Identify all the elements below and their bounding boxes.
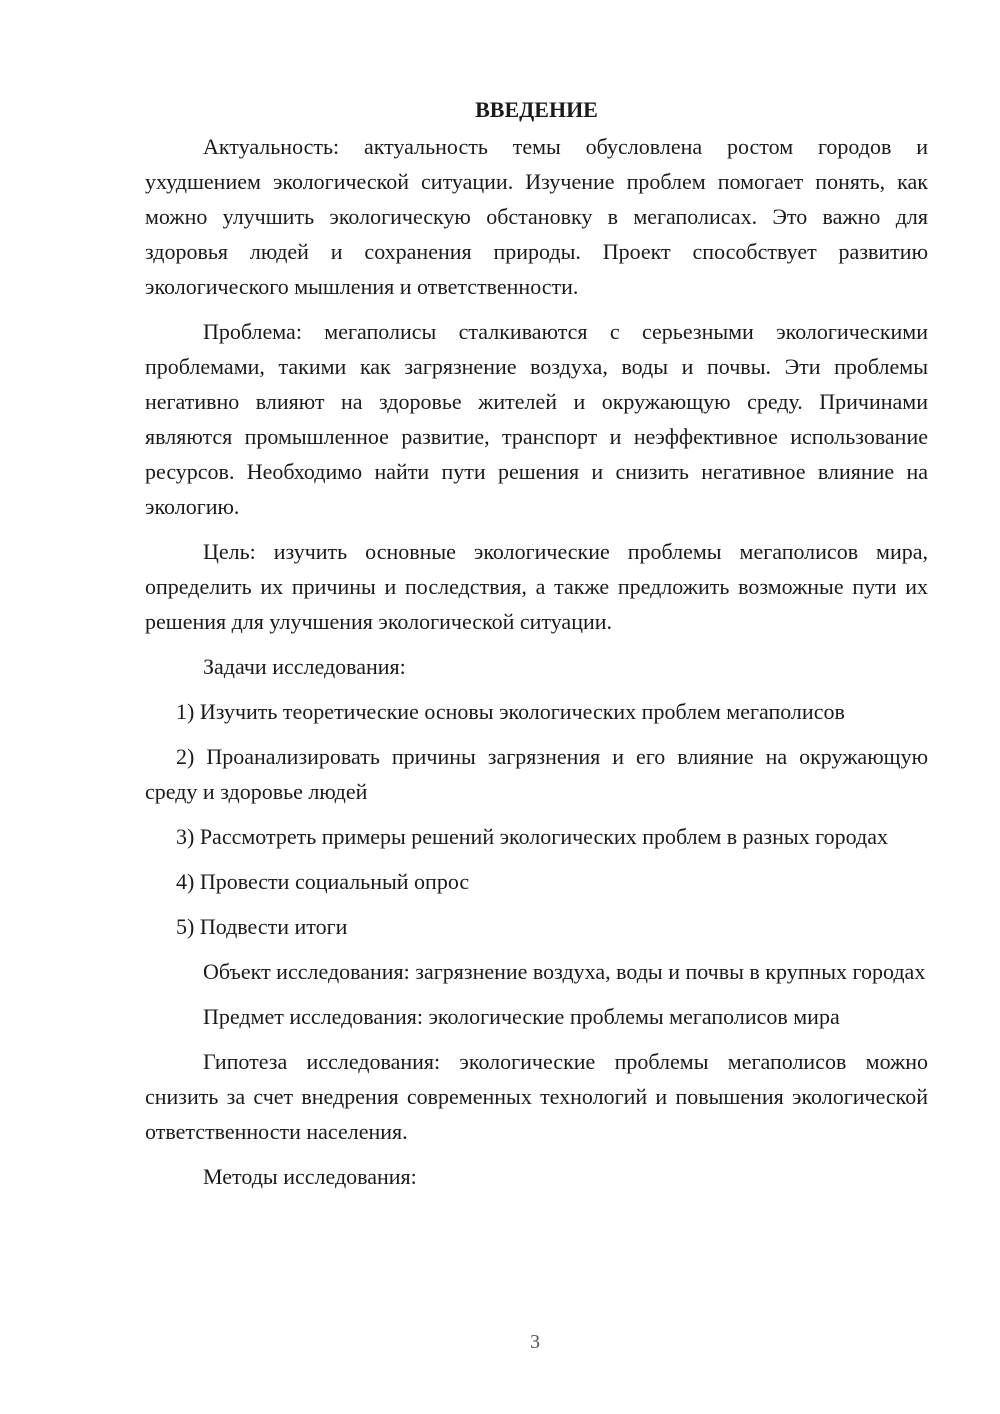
paragraph-methods: Методы исследования:: [203, 1164, 417, 1189]
task-item-3: 3) Рассмотреть примеры решений экологических проблем в разных городах: [176, 824, 888, 849]
task-item-5: 5) Подвести итоги: [176, 914, 348, 939]
task-item-4: 4) Провести социальный опрос: [176, 869, 470, 894]
page-number: 3: [530, 1331, 540, 1353]
paragraph-problem: Проблема: мегаполисы сталкиваются с серьезными экологическими проблемами, такими как загрязнение воздуха, воды и почвы. Эти проблемы негативно влияют на здоровье жителей и окружающую среду. Причинами являются промышленное развитие, транспорт и неэффективное использование ресурсов. Необходимо найти пути решения и снизить негативное влияние на экологию.: [145, 319, 928, 519]
paragraph-goal: Цель: изучить основные экологические проблемы мегаполисов мира, определить их причины и последствия, а также предложить возможные пути их решения для улучшения экологической ситуации.: [145, 539, 928, 634]
paragraph-subject: Предмет исследования: экологические проблемы мегаполисов мира: [203, 1004, 840, 1029]
document-page: [145, 92, 928, 1194]
paragraph-hypothesis: Гипотеза исследования: экологические проблемы мегаполисов можно снизить за счет внедрения современных технологий и повышения экологической ответственности населения.: [145, 1049, 928, 1144]
task-item-1: 1) Изучить теоретические основы экологических проблем мегаполисов: [176, 699, 845, 724]
task-item-2: 2) Проанализировать причины загрязнения и его влияние на окружающую среду и здоровье людей: [145, 744, 928, 804]
paragraph-object: Объект исследования: загрязнение воздуха, воды и почвы в крупных городах: [203, 959, 926, 984]
paragraph-relevance: Актуальность: актуальность темы обусловлена ростом городов и ухудшением экологической ситуации. Изучение проблем помогает понять, как можно улучшить экологическую обстановку в мегаполисах. Это важно для здоровья людей и сохранения природы. Проект способствует развитию экологического мышления и ответственности.: [145, 134, 928, 299]
document-title: ВВЕДЕНИЕ: [475, 97, 598, 122]
paragraph-tasks-heading: Задачи исследования:: [203, 654, 406, 679]
